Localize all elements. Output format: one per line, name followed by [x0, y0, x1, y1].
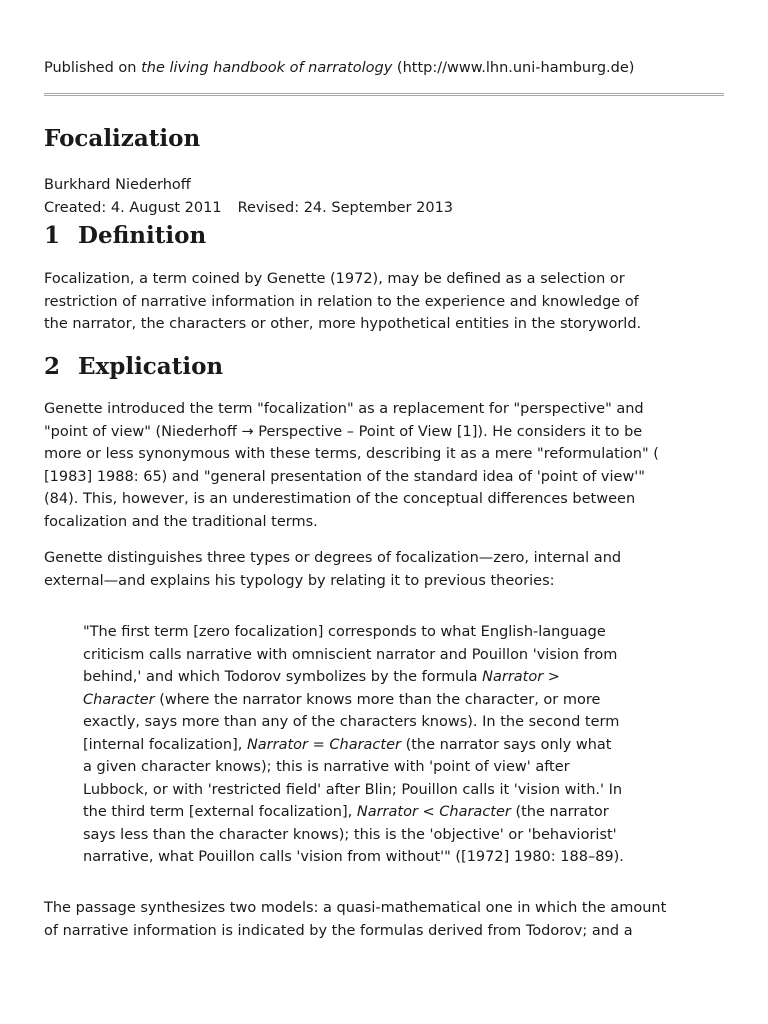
- section-heading-explication: [44, 352, 223, 382]
- section-number: 2: [44, 353, 61, 380]
- explication-paragraph-2: [44, 547, 728, 592]
- text-line: "point of view" (Niederhoff → Perspective – Point of View [1]). He considers it to be: [44, 423, 643, 440]
- text-line: the narrator, the characters or other, more hypothetical entities in the storyworld.: [44, 316, 642, 332]
- formula-text: Character: [83, 691, 155, 708]
- text-line: [1983] 1988: 65) and "general presentation of the standard idea of 'point of view'": [44, 468, 645, 485]
- genette-blockquote: [83, 621, 723, 869]
- quote-line: "The first term [zero focalization] corresponds to what English-language: [83, 624, 606, 640]
- author-name: Burkhard Niederhoff: [44, 177, 191, 193]
- header-divider: [44, 93, 724, 96]
- text-line: focalization and the traditional terms.: [44, 513, 318, 530]
- quote-line: [83, 801, 723, 824]
- site-url: (http://www.lhn.uni-hamburg.de): [392, 60, 635, 76]
- quote-text: [internal focalization],: [83, 736, 247, 753]
- explication-paragraph-3: [44, 897, 728, 942]
- section-heading-definition: [44, 221, 206, 251]
- quote-line: Lubbock, or with 'restricted field' after Blin; Pouillon calls it 'vision with.' In: [83, 781, 623, 798]
- text-line: external—and explains his typology by relating it to previous theories:: [44, 572, 555, 589]
- definition-paragraph: [44, 268, 728, 336]
- text-line: The passage synthesizes two models: a quasi-mathematical one in which the amount: [44, 900, 667, 916]
- quote-line: criticism calls narrative with omniscient narrator and Pouillon 'vision from: [83, 646, 618, 663]
- quote-line: exactly, says more than any of the characters knows). In the second term: [83, 714, 620, 730]
- explication-paragraph-1: [44, 398, 728, 533]
- created-date: Created: 4. August 2011: [44, 200, 222, 216]
- text-line: more or less synonymous with these terms, describing it as a mere "reformulation" (: [44, 446, 659, 462]
- text-line: (84). This, however, is an underestimation of the conceptual differences between: [44, 491, 636, 507]
- revised-date: Revised: 24. September 2013: [237, 200, 454, 216]
- quote-text: (where the narrator knows more than the character, or more: [154, 691, 601, 708]
- published-notice: [44, 58, 634, 78]
- quote-line: [83, 666, 723, 689]
- quote-text: (the narrator says only what: [400, 736, 612, 753]
- text-line: Genette distinguishes three types or degrees of focalization—zero, internal and: [44, 550, 622, 566]
- text-line: of narrative information is indicated by the formulas derived from Todorov; and a: [44, 922, 633, 939]
- published-prefix: Published on: [44, 60, 142, 76]
- section-number: 1: [44, 222, 61, 249]
- site-name: the living handbook of narratology: [141, 60, 393, 76]
- quote-text: the third term [external focalization],: [83, 804, 357, 820]
- quote-line: [83, 689, 723, 712]
- text-line: Genette introduced the term "focalization" as a replacement for "perspective" and: [44, 401, 644, 417]
- formula-text: Narrator = Character: [246, 736, 401, 753]
- formula-text: Narrator < Character: [356, 804, 511, 820]
- section-title: Explication: [78, 353, 224, 380]
- section-title: Definition: [78, 222, 207, 249]
- quote-text: (the narrator: [510, 804, 609, 820]
- quote-line: says less than the character knows); this is the 'objective' or 'behaviorist': [83, 826, 617, 843]
- quote-line: a given character knows); this is narrative with 'point of view' after: [83, 759, 570, 775]
- formula-text: Narrator >: [482, 669, 560, 685]
- article-dates: [44, 198, 453, 218]
- text-line: Focalization, a term coined by Genette (1972), may be defined as a selection or: [44, 271, 625, 287]
- quote-line: [83, 734, 723, 757]
- page-title: Focalization: [44, 125, 201, 152]
- text-line: restriction of narrative information in relation to the experience and knowledge of: [44, 293, 639, 310]
- quote-text: behind,' and which Todorov symbolizes by the formula: [83, 669, 483, 685]
- quote-line: narrative, what Pouillon calls 'vision from without'" ([1972] 1980: 188–89).: [83, 849, 624, 865]
